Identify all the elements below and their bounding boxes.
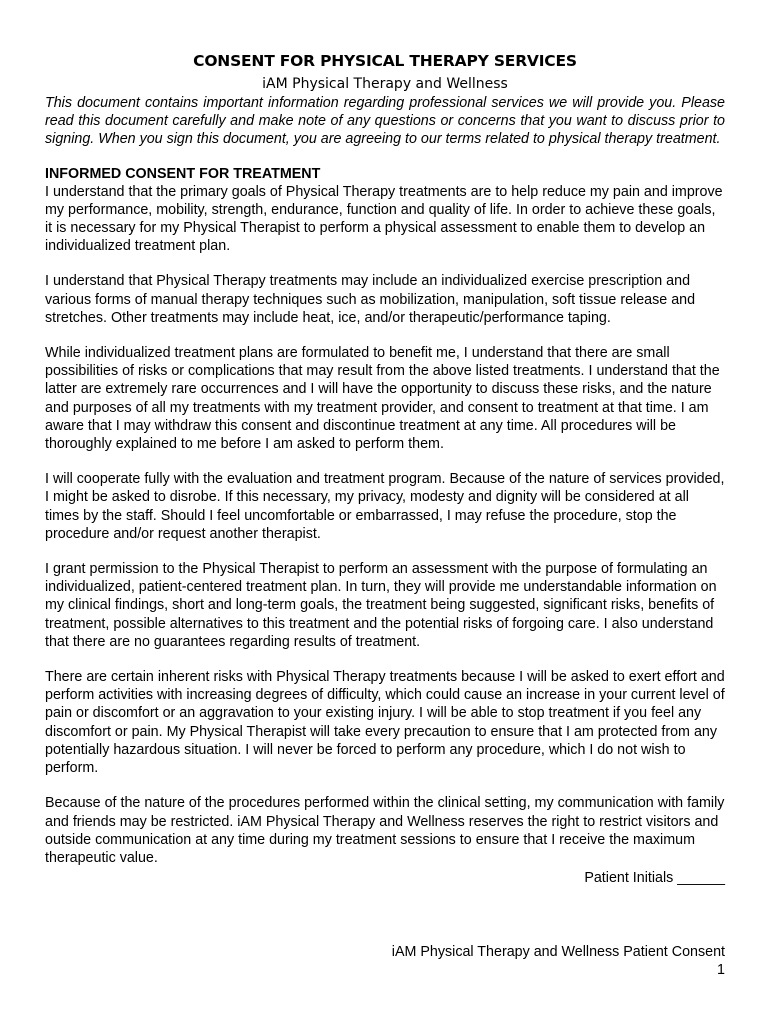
consent-paragraph-6: There are certain inherent risks with Physical Therapy treatments because I will be asked to exert effort and perform activities with increasing degrees of difficulty, which could cause an increase in your current level of pain or discomfort or an aggravation to your existing injury. I will be able to stop treatment if you feel any discomfort or pain. My Physical Therapist will take every precaution to ensure that I am protected from any potentially hazardous situation. I will never be forced to perform any procedure, which I do not wish to perform. — [45, 669, 725, 777]
document-title: CONSENT FOR PHYSICAL THERAPY SERVICES — [193, 52, 577, 70]
consent-paragraph-1: I understand that the primary goals of Physical Therapy treatments are to help reduce my pain and improve my performance, mobility, strength, endurance, function and quality of life. In order to achieve these goals, it is necessary for my Physical Therapist to perform a physical assessment to enable them to develop an individualized treatment plan. — [45, 183, 723, 255]
page-footer — [392, 943, 725, 979]
consent-paragraph-5: I grant permission to the Physical Therapist to perform an assessment with the purpose of formulating an individualized, patient-centered treatment plan. In turn, they will provide me understandable information on my clinical findings, short and long-term goals, the treatment being suggested, significant risks, benefits of treatment, possible alternatives to this treatment and the potential risks of forgoing care. I also understand that there are no guarantees regarding results of treatment. — [45, 561, 717, 650]
footer-page-number: 1 — [717, 962, 725, 978]
consent-paragraph-4: I will cooperate fully with the evaluation and treatment program. Because of the nature of services provided, I might be asked to disrobe. If this necessary, my privacy, modesty and dignity will be considered at all times by the staff. Should I feel uncomfortable or embarrassed, I may refuse the procedure, stop the procedure and/or request another therapist. — [45, 471, 725, 542]
consent-paragraph-7: Because of the nature of the procedures performed within the clinical setting, my communication with family and friends may be restricted. iAM Physical Therapy and Wellness reserves the right to restrict visitors and outside communication at any time during my treatment sessions to ensure that I receive the maximum therapeutic value. — [45, 795, 725, 866]
patient-initials-field[interactable]: Patient Initials ______ — [584, 870, 725, 887]
consent-paragraph-2: I understand that Physical Therapy treatments may include an individualized exercise prescription and various forms of manual therapy techniques such as mobilization, manipulation, soft tissue release and stretches. Other treatments may include heat, ice, and/or therapeutic/performance taping. — [45, 273, 696, 326]
clinic-name: iAM Physical Therapy and Wellness — [262, 76, 508, 92]
document-page — [45, 50, 725, 887]
intro-paragraph: This document contains important information regarding professional services we will provide you. Please read this document carefully and make note of any questions or concerns that you want to discuss prior to signing. When you sign this document, you are agreeing to our terms related to physical therapy treatment. — [45, 95, 725, 148]
footer-document-name: iAM Physical Therapy and Wellness Patient Consent — [391, 944, 725, 960]
section-heading: INFORMED CONSENT FOR TREATMENT — [45, 165, 321, 182]
consent-paragraph-3: While individualized treatment plans are formulated to benefit me, I understand that there are small possibilities of risks or complications that may result from the above listed treatments. I understand that the latter are extremely rare occurrences and I will have the opportunity to discuss these risks, and the nature and purposes of all my treatments with my treatment provider, and consent to treatment at that time. I am aware that I may withdraw this consent and discontinue treatment at any time. All procedures will be thoroughly explained to me before I am asked to perform them. — [45, 345, 720, 453]
